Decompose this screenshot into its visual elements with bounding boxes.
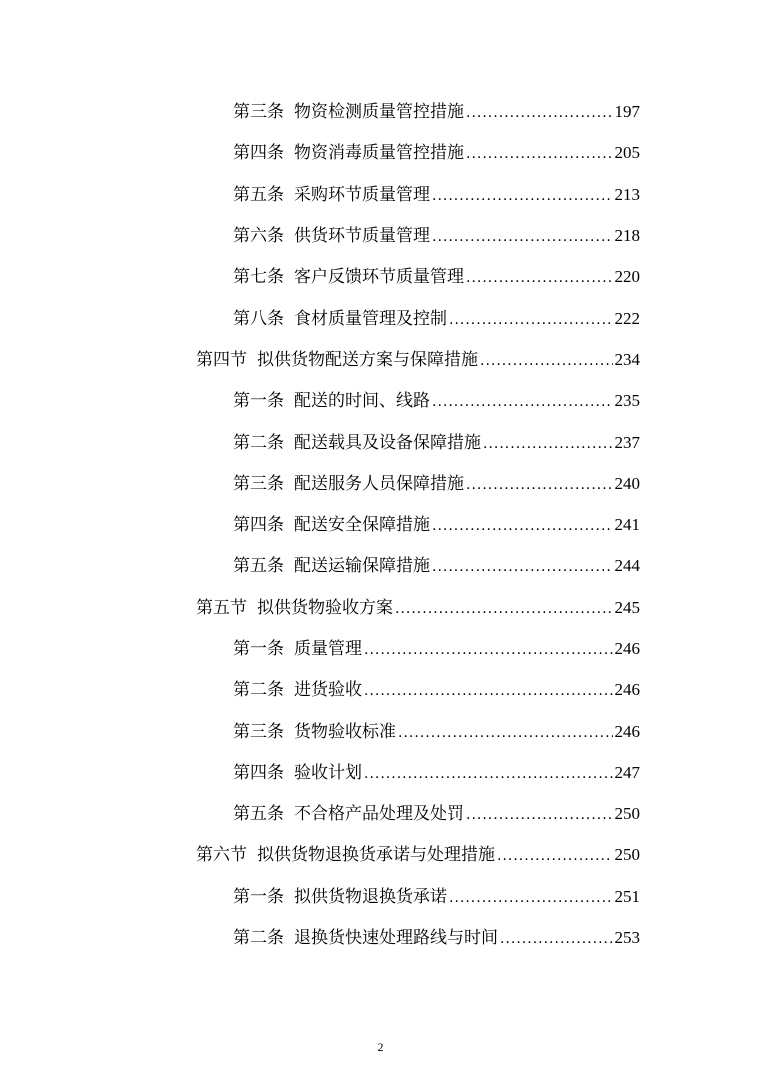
toc-entry-title: 配送运输保障措施 <box>294 556 430 577</box>
toc-entry-number: 第四条 <box>233 143 284 164</box>
toc-entry-title: 拟供货物验收方案 <box>257 597 393 618</box>
toc-entry-page: 240 <box>614 473 640 493</box>
toc-entry-line <box>233 551 640 576</box>
dot-leader <box>449 312 613 328</box>
toc-entry-line <box>233 428 640 453</box>
dot-leader <box>466 807 613 823</box>
toc-entry-title: 货物验收标准 <box>294 721 396 742</box>
toc-entry-number: 第四条 <box>233 762 284 783</box>
toc-entry-number: 第四节 <box>196 349 247 370</box>
toc-entry-page: 251 <box>614 886 640 906</box>
dot-leader <box>449 890 613 906</box>
toc-entry-title: 配送的时间、线路 <box>294 391 430 412</box>
toc-entry-line <box>233 97 640 122</box>
toc-entry-title: 拟供货物退换货承诺 <box>294 886 447 907</box>
toc-entry-number: 第五节 <box>196 597 247 618</box>
dot-leader <box>395 601 613 617</box>
toc-entry-title: 退换货快速处理路线与时间 <box>294 928 498 949</box>
toc-entry-number: 第二条 <box>233 432 284 453</box>
toc-entry-line <box>196 345 640 370</box>
toc-entry-line <box>233 799 640 824</box>
toc-entry-title: 配送服务人员保障措施 <box>294 473 464 494</box>
toc-entry-number: 第六条 <box>233 226 284 247</box>
toc-entry-title: 食材质量管理及控制 <box>294 308 447 329</box>
toc-entry-page: 213 <box>614 184 640 204</box>
toc-entry-line <box>233 634 640 659</box>
toc-section-entry[interactable] <box>0 337 761 378</box>
dot-leader <box>500 931 613 947</box>
toc-entry-number: 第七条 <box>233 267 284 288</box>
toc-entry-page: 246 <box>614 639 640 658</box>
toc-entry-number: 第二条 <box>233 928 284 949</box>
toc-article-entry[interactable] <box>0 89 761 130</box>
toc-entry-number: 第三条 <box>233 473 284 494</box>
toc-entry-page: 245 <box>614 597 640 617</box>
toc-entry-title: 客户反馈环节质量管理 <box>294 267 464 288</box>
toc-entry-page: 246 <box>614 721 640 741</box>
toc-entry-title: 采购环节质量管理 <box>294 184 430 205</box>
toc-entry-line <box>233 717 640 742</box>
toc-entry-line <box>196 840 640 865</box>
toc-article-entry[interactable] <box>0 874 761 915</box>
toc-entry-title: 物资消毒质量管控措施 <box>294 143 464 164</box>
toc-entry-number: 第四条 <box>233 515 284 536</box>
toc-article-entry[interactable] <box>0 254 761 295</box>
toc-entry-title: 配送安全保障措施 <box>294 515 430 536</box>
toc-entry-line <box>233 138 640 163</box>
toc-article-entry[interactable] <box>0 130 761 171</box>
toc-entry-line <box>233 221 640 246</box>
toc-entry-page: 247 <box>614 762 640 782</box>
toc-entry-number: 第一条 <box>233 639 284 659</box>
dot-leader <box>364 642 613 658</box>
toc-entry-number: 第一条 <box>233 886 284 907</box>
toc-article-entry[interactable] <box>0 213 761 254</box>
toc-entry-title: 不合格产品处理及处罚 <box>294 804 464 825</box>
toc-entry-title: 进货验收 <box>294 680 362 701</box>
toc-entry-title: 物资检测质量管控措施 <box>294 102 464 123</box>
toc-entry-title: 质量管理 <box>294 639 362 659</box>
toc-article-entry[interactable] <box>0 626 761 667</box>
toc-entry-number: 第五条 <box>233 804 284 825</box>
toc-entry-page: 218 <box>614 226 640 246</box>
dot-leader <box>480 353 613 369</box>
dot-leader <box>497 848 613 864</box>
toc-entry-number: 第五条 <box>233 184 284 205</box>
toc-entry-line <box>233 180 640 205</box>
toc-entry-title: 拟供货物配送方案与保障措施 <box>257 349 478 370</box>
toc-article-entry[interactable] <box>0 419 761 460</box>
toc-article-entry[interactable] <box>0 461 761 502</box>
toc-article-entry[interactable] <box>0 915 761 956</box>
toc-entry-line <box>233 675 640 700</box>
toc-article-entry[interactable] <box>0 667 761 708</box>
toc-entry-page: 222 <box>614 308 640 328</box>
toc-entry-page: 220 <box>614 267 640 287</box>
toc-entry-line <box>233 923 640 948</box>
toc-entry-page: 237 <box>614 432 640 452</box>
toc-entry-line <box>233 262 640 287</box>
toc-entry-line <box>196 593 640 618</box>
toc-entry-page: 250 <box>614 804 640 824</box>
dot-leader <box>432 518 613 534</box>
dot-leader <box>466 105 613 121</box>
toc-article-entry[interactable] <box>0 791 761 832</box>
toc-entry-line <box>233 758 640 783</box>
toc-entry-title: 拟供货物退换货承诺与处理措施 <box>257 845 495 866</box>
dot-leader <box>364 683 613 699</box>
dot-leader <box>432 229 613 245</box>
toc-entry-number: 第三条 <box>233 721 284 742</box>
toc-entry-number: 第二条 <box>233 680 284 701</box>
dot-leader <box>466 270 613 286</box>
toc-entry-page: 235 <box>614 391 640 411</box>
toc-entry-number: 第六节 <box>196 845 247 866</box>
toc-entry-page: 234 <box>614 349 640 369</box>
dot-leader <box>466 146 613 162</box>
toc-entry-title: 配送载具及设备保障措施 <box>294 432 481 453</box>
toc-entry-number: 第一条 <box>233 391 284 412</box>
toc-entry-title: 验收计划 <box>294 762 362 783</box>
toc-entry-page: 253 <box>614 928 640 948</box>
toc-entry-title: 供货环节质量管理 <box>294 226 430 247</box>
dot-leader <box>398 725 613 741</box>
toc-entry-number: 第三条 <box>233 102 284 123</box>
toc-entry-page: 205 <box>614 143 640 163</box>
toc-entry-line <box>233 386 640 411</box>
toc-article-entry[interactable] <box>0 708 761 749</box>
toc-entry-page: 197 <box>614 102 640 122</box>
dot-leader <box>364 766 613 782</box>
dot-leader <box>432 559 613 575</box>
toc-article-entry[interactable] <box>0 295 761 336</box>
toc-entry-number: 第八条 <box>233 308 284 329</box>
dot-leader <box>432 188 613 204</box>
toc-article-entry[interactable] <box>0 172 761 213</box>
toc-article-entry[interactable] <box>0 750 761 791</box>
toc-entry-line <box>233 510 640 535</box>
toc-entry-line <box>233 469 640 494</box>
toc-article-entry[interactable] <box>0 543 761 584</box>
toc-entry-line <box>233 882 640 907</box>
toc-article-entry[interactable] <box>0 378 761 419</box>
table-of-contents <box>0 89 761 956</box>
toc-section-entry[interactable] <box>0 585 761 626</box>
dot-leader <box>466 477 613 493</box>
dot-leader <box>432 394 613 410</box>
page-number: 2 <box>377 1040 384 1054</box>
toc-article-entry[interactable] <box>0 502 761 543</box>
toc-entry-line <box>233 304 640 329</box>
toc-entry-page: 246 <box>614 680 640 700</box>
toc-section-entry[interactable] <box>0 832 761 873</box>
dot-leader <box>483 436 613 452</box>
toc-entry-page: 241 <box>614 515 640 535</box>
toc-entry-page: 250 <box>614 845 640 865</box>
toc-entry-page: 244 <box>614 556 640 576</box>
toc-entry-number: 第五条 <box>233 556 284 577</box>
